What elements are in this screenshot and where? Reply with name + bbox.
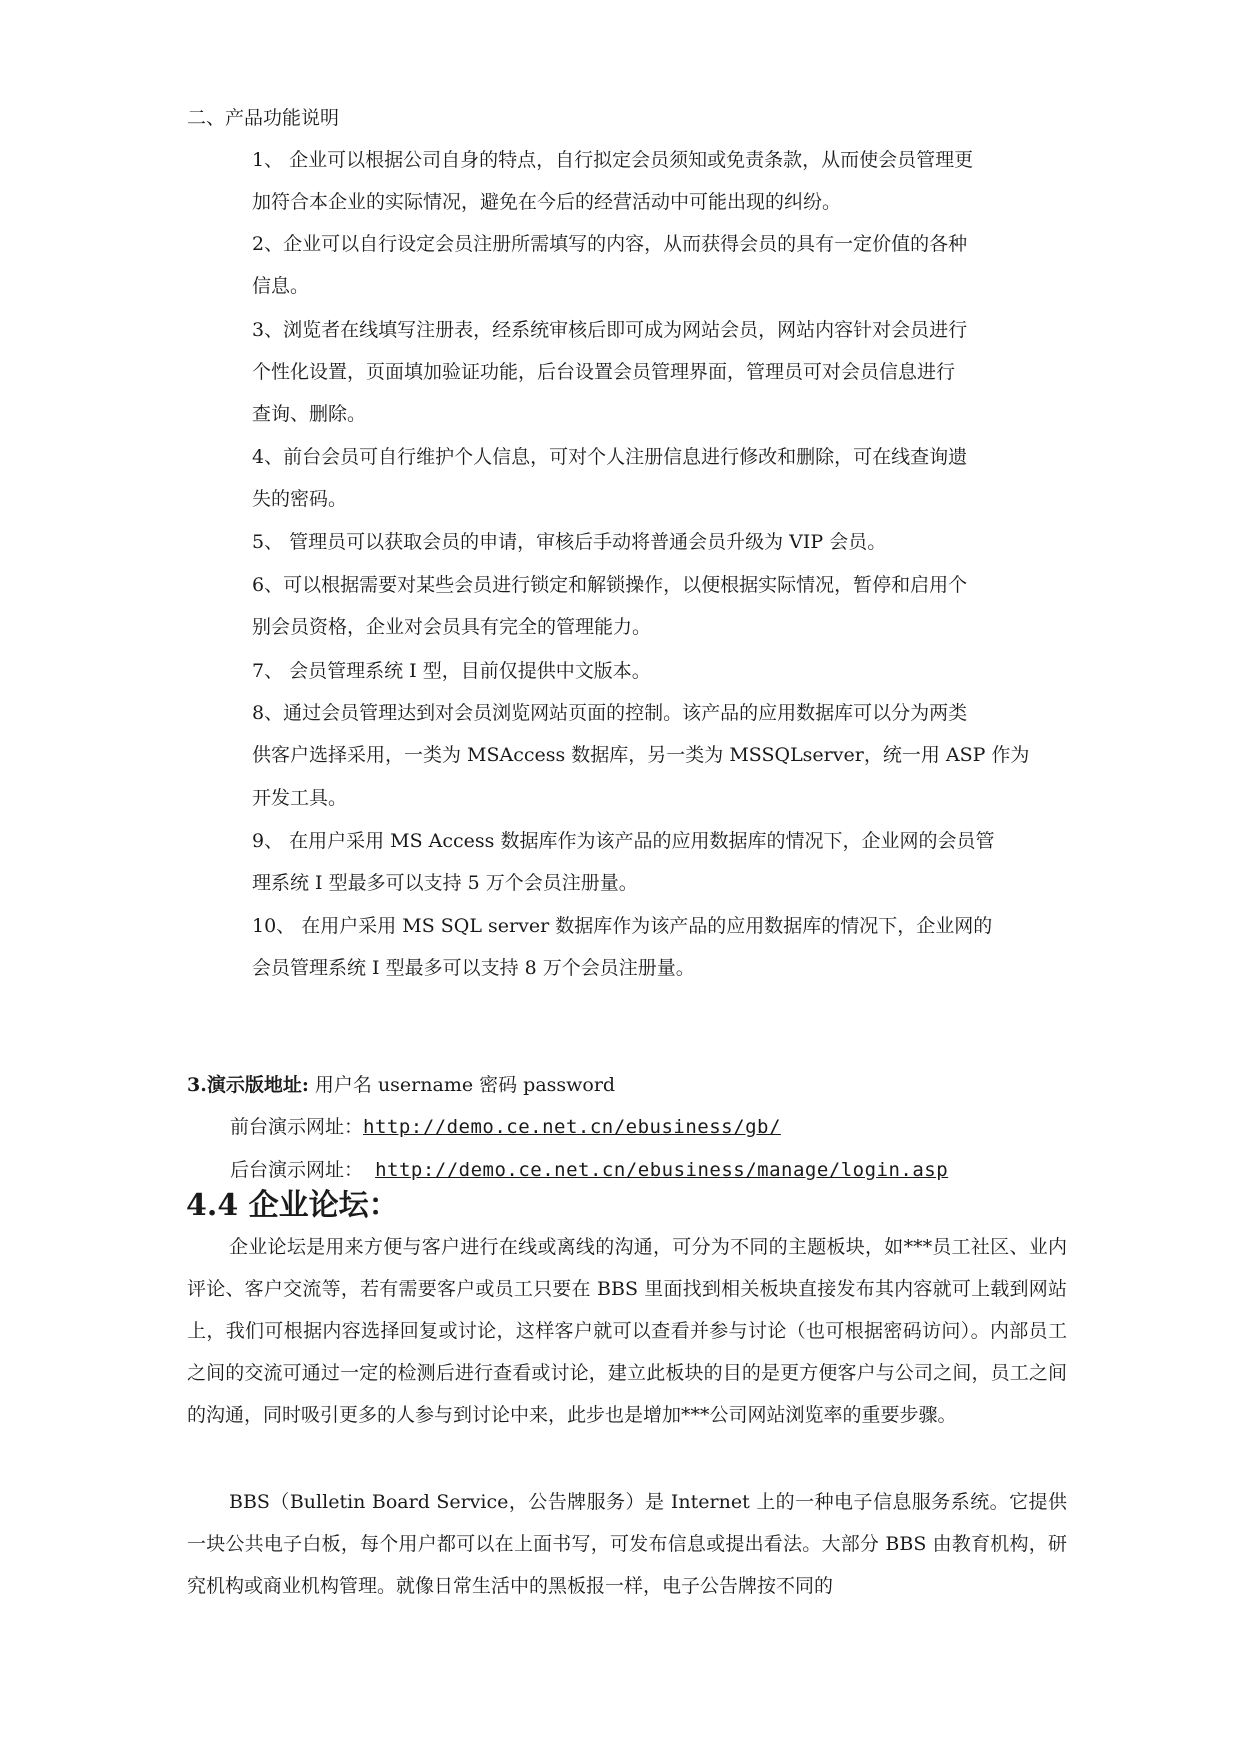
demo-heading — [187, 1073, 615, 1097]
forum-heading: 4.4 企业论坛： — [186, 1188, 399, 1223]
list-line: 1、 企业可以根据公司自身的特点，自行拟定会员须知或免责条款，从而使会员管理更 — [252, 149, 974, 171]
list-line: 4、前台会员可自行维护个人信息，可对个人注册信息进行修改和删除，可在线查询遗 — [252, 446, 968, 468]
forum-paragraph-2: BBS（Bulletin Board Service，公告牌服务）是 Internet 上的一种电子信息服务系统。它提供一块公共电子白板，每个用户都可以在上面书写，可发布信息或提出看法。大部分 BBS 由教育机构，研究机构或商业机构管理。就像日常生活中的黑板报一样，电子公告牌按不同的 — [187, 1491, 1067, 1597]
section-heading: 二、产品功能说明 — [187, 107, 340, 129]
list-line: 2、企业可以自行设定会员注册所需填写的内容，从而获得会员的具有一定价值的各种 — [252, 233, 968, 255]
front-demo-label: 前台演示网址： — [230, 1116, 364, 1138]
demo-credentials: 用户名 username 密码 password — [308, 1074, 616, 1096]
list-line: 加符合本企业的实际情况，避免在今后的经营活动中可能出现的纠纷。 — [252, 191, 842, 213]
back-demo-line — [230, 1158, 948, 1182]
list-line: 5、 管理员可以获取会员的申请，审核后手动将普通会员升级为 VIP 会员。 — [252, 531, 887, 553]
list-line: 9、 在用户采用 MS Access 数据库作为该产品的应用数据库的情况下，企业网的会员管 — [252, 830, 995, 852]
front-demo-line — [230, 1115, 781, 1139]
list-line: 8、通过会员管理达到对会员浏览网站页面的控制。该产品的应用数据库可以分为两类 — [252, 702, 968, 724]
list-line: 开发工具。 — [252, 787, 348, 809]
list-line: 理系统 I 型最多可以支持 5 万个会员注册量。 — [252, 872, 638, 894]
list-line: 供客户选择采用，一类为 MSAccess 数据库，另一类为 MSSQLserver，统一用 ASP 作为 — [252, 744, 1030, 766]
forum-paragraph-1: 企业论坛是用来方便与客户进行在线或离线的沟通，可分为不同的主题板块，如***员工社区、业内评论、客户交流等，若有需要客户或员工只要在 BBS 里面找到相关板块直接发布其内容就可上载到网站上，我们可根据内容选择回复或讨论，这样客户就可以查看并参与讨论（也可根据密码访问）。内部员工之间的交流可通过一定的检测后进行查看或讨论，建立此板块的目的是更方便客户与公司之间，员工之间的沟通，同时吸引更多的人参与到讨论中来，此步也是增加***公司网站浏览率的重要步骤。 — [187, 1236, 1067, 1426]
list-line: 失的密码。 — [252, 488, 348, 510]
back-demo-link[interactable]: http://demo.ce.net.cn/ebusiness/manage/login.asp — [375, 1159, 949, 1181]
list-line: 7、 会员管理系统 I 型，目前仅提供中文版本。 — [252, 660, 651, 682]
list-line: 个性化设置，页面填加验证功能，后台设置会员管理界面，管理员可对会员信息进行 — [252, 361, 956, 383]
list-line: 查询、删除。 — [252, 403, 367, 425]
list-line: 别会员资格，企业对会员具有完全的管理能力。 — [252, 616, 652, 638]
list-line: 信息。 — [252, 275, 310, 297]
back-demo-label: 后台演示网址： — [230, 1159, 376, 1181]
demo-label: 3.演示版地址: — [187, 1074, 309, 1096]
list-line: 3、浏览者在线填写注册表，经系统审核后即可成为网站会员，网站内容针对会员进行 — [252, 319, 968, 341]
list-line: 会员管理系统 I 型最多可以支持 8 万个会员注册量。 — [252, 957, 695, 979]
list-line: 10、 在用户采用 MS SQL server 数据库作为该产品的应用数据库的情况下，企业网的 — [252, 915, 993, 937]
front-demo-link[interactable]: http://demo.ce.net.cn/ebusiness/gb/ — [363, 1116, 781, 1138]
list-line: 6、可以根据需要对某些会员进行锁定和解锁操作，以便根据实际情况，暂停和启用个 — [252, 574, 968, 596]
